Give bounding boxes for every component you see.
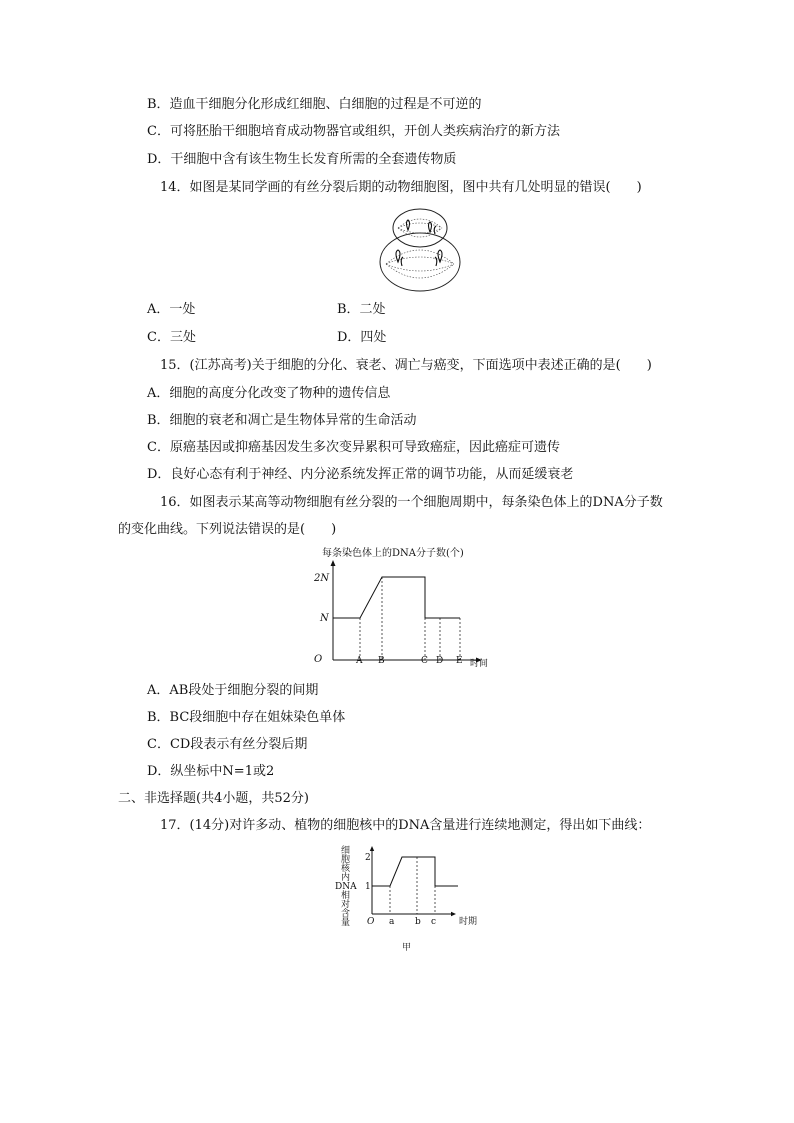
chart2-x-arrow [451, 912, 456, 916]
q16-stem-line1: 16．如图表示某高等动物细胞有丝分裂的一个细胞周期中，每条染色体上的DNA分子数 [160, 495, 663, 510]
chart1-ytick-2n: 2N [314, 573, 330, 584]
q15-option-c: C．原癌基因或抑癌基因发生多次变异累积可导致癌症，因此癌症可遗传 [147, 440, 560, 455]
q16-option-d: D．纵坐标中N=1或2 [147, 764, 275, 779]
chart2-series-line [372, 857, 458, 886]
chart2-origin: O [367, 917, 375, 927]
q16-stem-line2: 的变化曲线。下列说法错误的是( ) [118, 522, 337, 537]
q13-option-b: B．造血干细胞分化形成红细胞、白细胞的过程是不可逆的 [147, 97, 482, 112]
q14-option-b: B．二处 [337, 302, 386, 317]
chart-nuclear-dna-content [335, 844, 495, 956]
chart2-caption: 甲 [402, 943, 412, 953]
chart2-xlabel: 时期 [459, 917, 478, 927]
chart-dna-per-chromosome [310, 545, 500, 670]
chart2-ytick-1: 1 [365, 882, 371, 892]
chart2-ytick-2: 2 [365, 853, 371, 863]
chart1-xtick-e: E [456, 656, 463, 666]
chart1-xlabel: 时间 [470, 659, 489, 669]
section-2-heading: 二、非选择题(共4小题，共52分) [118, 791, 309, 806]
q13-option-d: D．干细胞中含有该生物生长发育所需的全套遗传物质 [147, 152, 457, 167]
chart2-xtick-c: c [431, 917, 437, 927]
chart1-xtick-d: D [436, 656, 444, 666]
q16-option-c: C．CD段表示有丝分裂后期 [147, 737, 308, 752]
q15-option-b: B．细胞的衰老和凋亡是生物体异常的生命活动 [147, 413, 417, 428]
chart1-origin: O [314, 654, 323, 665]
chart1-xtick-c: C [421, 656, 428, 666]
chart2-xtick-b: b [415, 917, 421, 927]
q15-option-d: D．良好心态有利于神经、内分泌系统发挥正常的调节功能，从而延缓衰老 [147, 467, 574, 482]
chart2-xtick-a: a [389, 917, 395, 927]
q16-option-a: A．AB段处于细胞分裂的间期 [147, 683, 319, 698]
chart2-ylabel [335, 845, 359, 928]
q15-option-a: A．细胞的高度分化改变了物种的遗传信息 [147, 386, 391, 401]
q13-option-c: C．可将胚胎干细胞培育成动物器官或组织，开创人类疾病治疗的新方法 [147, 124, 560, 139]
chart1-series-line [333, 577, 460, 618]
chart2-y-arrow [370, 846, 374, 851]
cell-diagram [378, 206, 462, 292]
chart1-title: 每条染色体上的DNA分子数(个) [322, 548, 464, 559]
chart1-ytick-n: N [320, 613, 329, 624]
q15-stem: 15．(江苏高考)关于细胞的分化、衰老、凋亡与癌变，下面选项中表述正确的是( ) [160, 358, 652, 373]
chart1-y-arrow [331, 560, 336, 566]
q16-option-b: B．BC段细胞中存在姐妹染色单体 [147, 710, 346, 725]
q17-stem: 17．(14分)对许多动、植物的细胞核中的DNA含量进行连续地测定，得出如下曲线： [160, 818, 651, 833]
chart1-xtick-b: B [378, 656, 385, 666]
chart2-ylabel-text: 细 胞 核 内 DNA 相 对 含 量 [335, 846, 357, 928]
q14-stem: 14．如图是某同学画的有丝分裂后期的动物细胞图，图中共有几处明显的错误( ) [160, 180, 642, 195]
q14-option-d: D．四处 [337, 330, 387, 345]
chart1-xtick-a: A [356, 656, 363, 666]
q14-option-a: A．一处 [147, 302, 196, 317]
q14-option-c: C．三处 [147, 330, 196, 345]
